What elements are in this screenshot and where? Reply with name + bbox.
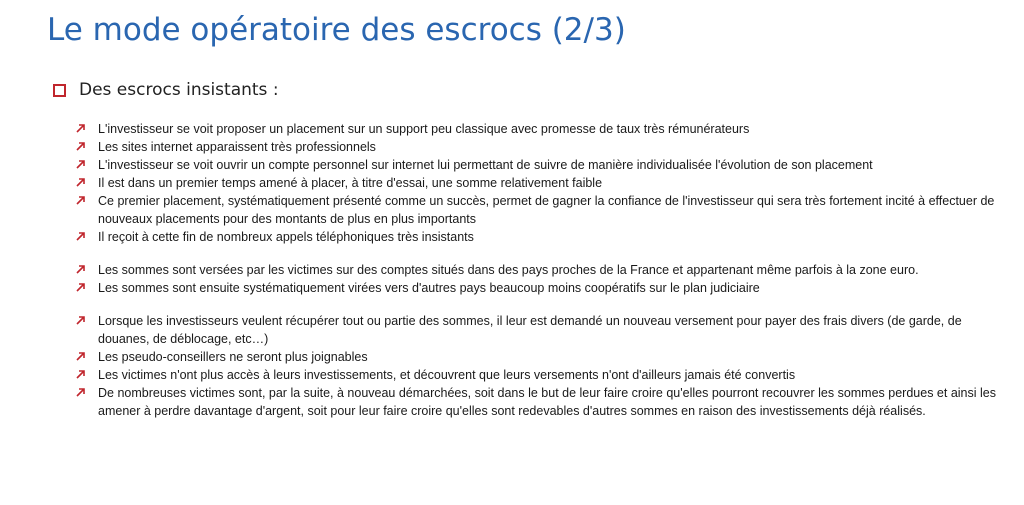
bullet-text: De nombreuses victimes sont, par la suite, à nouveau démarchées, soit dans le but de leur faire croire qu'elles pourront recouvrer les sommes perdues et ainsi les amener à perdre davantage d'argent, soit pour leur faire croire qu'elles sont redevables d'autres sommes en raison des investissements déjà réalisés. [98, 386, 996, 418]
list-item [75, 138, 1005, 156]
arrow-up-right-icon [75, 386, 87, 398]
arrow-up-right-icon [75, 230, 87, 242]
slide-title: Le mode opératoire des escrocs (2/3) [47, 12, 626, 48]
bullet-text: Les sommes sont ensuite systématiquement virées vers d'autres pays beaucoup moins coopératifs sur le plan judiciaire [98, 281, 760, 295]
list-item [75, 228, 1005, 246]
bullet-text: Il reçoit à cette fin de nombreux appels téléphoniques très insistants [98, 230, 474, 244]
list-item [75, 156, 1005, 174]
list-item [75, 348, 1005, 366]
bullet-list [75, 120, 1005, 420]
list-item [75, 174, 1005, 192]
list-item [75, 261, 1005, 279]
bullet-text: Ce premier placement, systématiquement présenté comme un succès, permet de gagner la confiance de l'investisseur qui sera très fortement incité à effectuer de nouveaux placements pour des montants de plus en plus importants [98, 194, 995, 226]
arrow-up-right-icon [75, 194, 87, 206]
arrow-up-right-icon [75, 350, 87, 362]
bullet-text: Il est dans un premier temps amené à placer, à titre d'essai, une somme relativement faible [98, 176, 603, 190]
bullet-text: Les pseudo-conseillers ne seront plus joignables [98, 350, 368, 364]
section-heading-row [53, 80, 279, 100]
arrow-up-right-icon [75, 122, 87, 134]
list-item [75, 120, 1005, 138]
list-item [75, 312, 1005, 348]
bullet-text: Lorsque les investisseurs veulent récupérer tout ou partie des sommes, il leur est demandé un nouveau versement pour payer des frais divers (de garde, de douanes, de déblocage, etc…) [98, 314, 962, 346]
list-item [75, 366, 1005, 384]
arrow-up-right-icon [75, 140, 87, 152]
list-item [75, 192, 1005, 228]
arrow-up-right-icon [75, 281, 87, 293]
arrow-up-right-icon [75, 176, 87, 188]
bullet-text: L'investisseur se voit proposer un placement sur un support peu classique avec promesse de taux très rémunérateurs [98, 122, 750, 136]
list-item [75, 384, 1005, 420]
bullet-text: Les sites internet apparaissent très professionnels [98, 140, 376, 154]
bullet-text: Les sommes sont versées par les victimes sur des comptes situés dans des pays proches de la France et appartenant même parfois à la zone euro. [98, 263, 919, 277]
bullet-text: L'investisseur se voit ouvrir un compte personnel sur internet lui permettant de suivre de manière individualisée l'évolution de son placement [98, 158, 873, 172]
square-bullet-icon [53, 84, 66, 97]
arrow-up-right-icon [75, 263, 87, 275]
arrow-up-right-icon [75, 314, 87, 326]
arrow-up-right-icon [75, 368, 87, 380]
arrow-up-right-icon [75, 158, 87, 170]
bullet-text: Les victimes n'ont plus accès à leurs investissements, et découvrent que leurs versements n'ont d'ailleurs jamais été convertis [98, 368, 796, 382]
section-heading: Des escrocs insistants : [79, 80, 279, 100]
list-item [75, 279, 1005, 297]
